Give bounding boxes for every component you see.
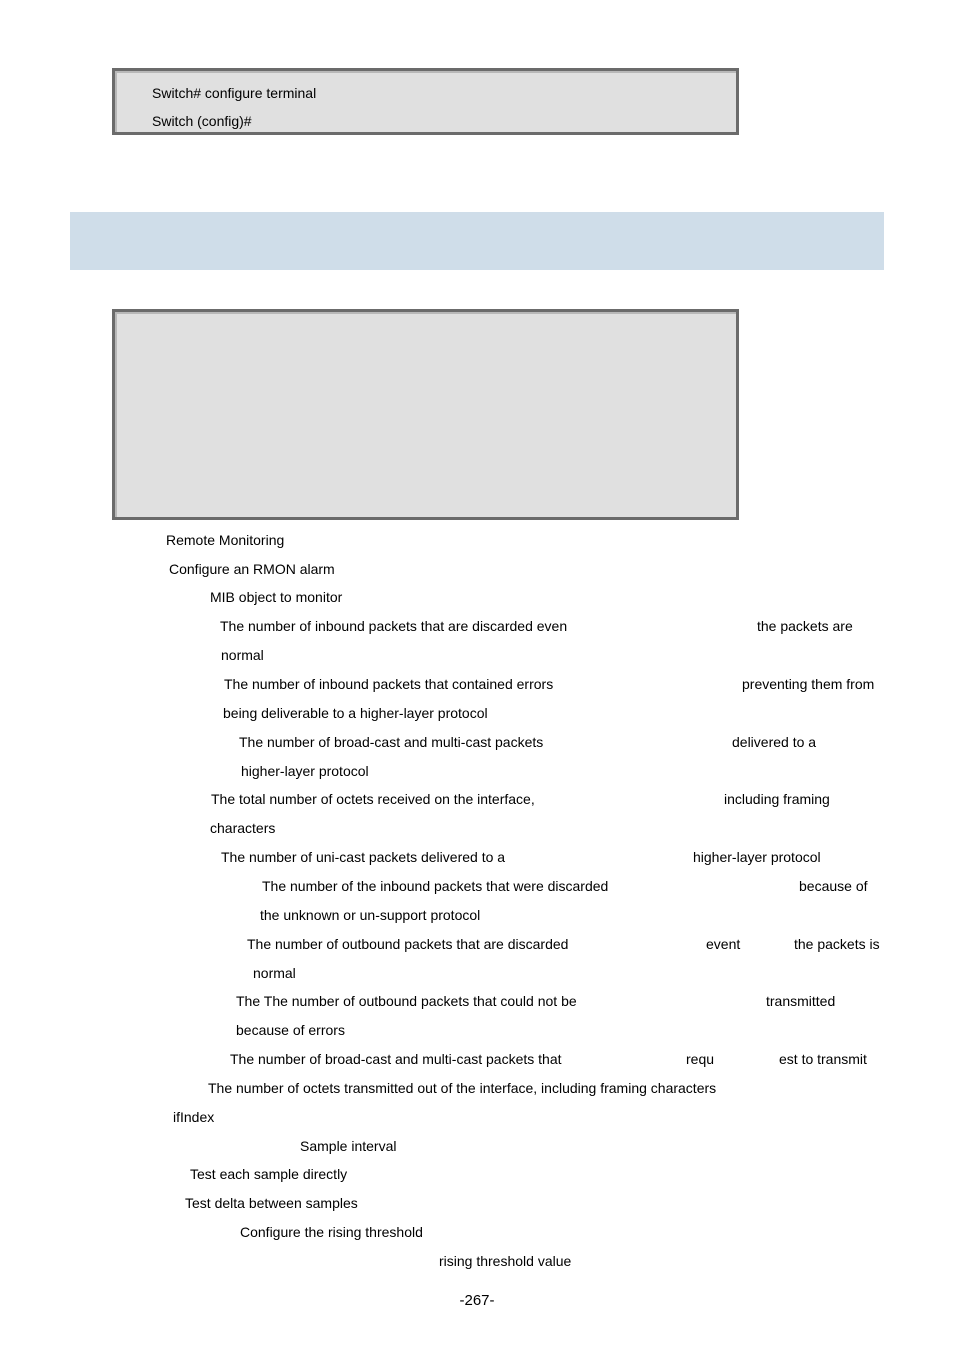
description-text: Configure the rising threshold	[240, 1224, 423, 1240]
code-line: Switch (config)#	[152, 113, 252, 129]
description-text: because of	[799, 878, 868, 894]
syntax-code-box	[112, 309, 739, 520]
description-text: The number of the inbound packets that were discarded	[262, 878, 609, 894]
description-text: Test delta between samples	[185, 1195, 358, 1211]
description-text: delivered to a	[732, 734, 817, 750]
section-heading-band	[70, 212, 884, 270]
description-text: The number of inbound packets that are discarded even	[220, 618, 568, 634]
description-text: requ	[686, 1051, 715, 1067]
description-text: higher-layer protocol	[693, 849, 821, 865]
description-text: Test each sample directly	[190, 1166, 348, 1182]
description-text: preventing them from	[742, 676, 875, 692]
description-text: higher-layer protocol	[241, 763, 369, 779]
example-code-box	[112, 68, 739, 135]
description-text: event	[706, 936, 741, 952]
description-text: the packets is	[794, 936, 880, 952]
description-text: Sample interval	[300, 1138, 397, 1154]
description-text: The number of broad-cast and multi-cast packets	[239, 734, 544, 750]
description-text: characters	[210, 820, 276, 836]
code-line: Switch# configure terminal	[152, 85, 317, 101]
description-text: normal	[253, 965, 296, 981]
description-text: being deliverable to a higher-layer protocol	[223, 705, 488, 721]
description-text: The The number of outbound packets that could not be	[236, 993, 577, 1009]
description-text: ifIndex	[173, 1109, 215, 1125]
description-text: Configure an RMON alarm	[169, 561, 335, 577]
description-text: The total number of octets received on the interface,	[211, 791, 535, 807]
description-text: transmitted	[766, 993, 836, 1009]
description-text: normal	[221, 647, 264, 663]
description-text: because of errors	[236, 1022, 345, 1038]
description-text: est to transmit	[779, 1051, 867, 1067]
description-text: The number of broad-cast and multi-cast packets that	[230, 1051, 562, 1067]
description-text: The number of uni-cast packets delivered to a	[221, 849, 506, 865]
description-text: The number of outbound packets that are discarded	[247, 936, 569, 952]
description-text: The number of octets transmitted out of the interface, including framing characters	[208, 1080, 717, 1096]
description-text: rising threshold value	[439, 1253, 572, 1269]
page-number: -267-	[459, 1292, 495, 1309]
description-text: including framing	[724, 791, 830, 807]
description-text: the packets are	[757, 618, 853, 634]
description-text: The number of inbound packets that contained errors	[224, 676, 554, 692]
description-text: the unknown or un-support protocol	[260, 907, 481, 923]
description-text: MIB object to monitor	[210, 589, 343, 605]
description-text: Remote Monitoring	[166, 532, 285, 548]
